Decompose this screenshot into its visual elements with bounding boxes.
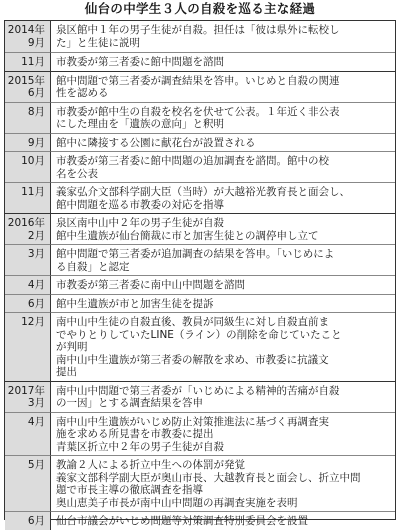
description-line: にした理由を「遺族の意向」と釈明 bbox=[56, 118, 224, 130]
row-date: 6月 bbox=[5, 294, 51, 313]
row-description bbox=[51, 52, 395, 71]
row-description bbox=[51, 71, 395, 102]
row-date: 2016年 2月 bbox=[5, 213, 51, 244]
description-line: 仙台市議会がいじめ問題等対策調査特別委員会を設置 bbox=[56, 515, 308, 527]
description-line: 施を求める所見書を市教委に提出 bbox=[56, 428, 214, 440]
description-line: 提出 bbox=[56, 366, 77, 378]
row-description bbox=[51, 213, 395, 244]
description-line: の一因」とする調査結果を答申 bbox=[56, 397, 203, 409]
row-date: 11月 bbox=[5, 52, 51, 71]
row-date: 2014年 9月 bbox=[5, 21, 51, 52]
row-date: 2015年 6月 bbox=[5, 71, 51, 102]
description-line: 奥山恵美子市長が南中山中問題の再調査実施を表明 bbox=[56, 496, 298, 509]
row-description bbox=[51, 381, 395, 412]
description-line: 義家文部科学副大臣が奥山市長、大越教育長と面会し、折立中問 bbox=[56, 471, 361, 484]
row-description bbox=[51, 182, 395, 213]
description-line: 館中生遺族が仙台簡裁に市と加害生徒との調停申し立て bbox=[56, 229, 319, 242]
description-line: 青葉区折立中２年の男子生徒が自殺 bbox=[56, 440, 224, 453]
row-description bbox=[51, 275, 395, 294]
row-description bbox=[51, 133, 395, 152]
row-description bbox=[51, 21, 395, 52]
description-line: 館中に隣接する公園に献花台が設置される bbox=[56, 136, 256, 149]
description-line: 義家弘介文部科学副大臣（当時）が大越裕光教育長と面会し、 bbox=[56, 186, 350, 198]
row-date: 11月 bbox=[5, 182, 51, 213]
description-line: 泉区南中山中２年の男子生徒が自殺 bbox=[56, 217, 224, 229]
description-line: 市教委が館中生の自殺を校名を伏せて公表。１年近く非公表 bbox=[56, 105, 340, 118]
page-title: 仙台の中学生３人の自殺を巡る主な経過 bbox=[84, 1, 316, 16]
row-date: 2017年 3月 bbox=[5, 381, 51, 412]
description-line: 館中問題を巡る市教委の対応を指導 bbox=[56, 198, 224, 211]
timeline-grid bbox=[5, 21, 395, 527]
row-date: 4月 bbox=[5, 412, 51, 456]
description-line: 館中生遺族が市と加害生徒を提訴 bbox=[56, 297, 214, 310]
description-line: が判明 bbox=[56, 341, 88, 353]
description-line: 市教委が第三者委に館中問題を諮問 bbox=[56, 56, 224, 68]
description-line: 市教委が第三者委に館中問題の追加調査を諮問。館中の校 bbox=[56, 155, 329, 167]
row-description bbox=[51, 102, 395, 133]
description-line: 南中山中生遺族が第三者委の解散を求め、市教委に抗議文 bbox=[56, 353, 329, 366]
row-description bbox=[51, 455, 395, 511]
row-description bbox=[51, 312, 395, 381]
row-description bbox=[51, 294, 395, 313]
row-description bbox=[51, 511, 395, 530]
timeline-table bbox=[4, 20, 396, 527]
row-description bbox=[51, 244, 395, 275]
description-line: 題で市長主導の徹底調査を指導 bbox=[56, 484, 203, 496]
row-description bbox=[51, 412, 395, 456]
description-line: 泉区館中１年の男子生徒が自殺。担任は「彼は県外に転校し bbox=[56, 24, 340, 36]
description-line: 南中山中生徒の自殺直後、教員が同級生に対し自殺直前ま bbox=[56, 316, 329, 328]
description-line: た」と生徒に説明 bbox=[56, 36, 140, 49]
row-date: 12月 bbox=[5, 312, 51, 381]
description-line: 名を公表 bbox=[56, 167, 98, 180]
row-date: 8月 bbox=[5, 102, 51, 133]
row-date: 6月 bbox=[5, 511, 51, 530]
description-line: 館中問題で第三者委が追加調査の結果を答申。「いじめによ bbox=[56, 248, 335, 260]
row-date: 4月 bbox=[5, 275, 51, 294]
row-date: 5月 bbox=[5, 455, 51, 511]
row-date: 3月 bbox=[5, 244, 51, 275]
description-line: 教諭２人による折立中生への体罰が発覚 bbox=[56, 459, 245, 471]
description-line: 南中山中生遺族がいじめ防止対策推進法に基づく再調査実 bbox=[56, 415, 329, 428]
row-date: 10月 bbox=[5, 151, 51, 182]
description-line: 館中問題で第三者委が調査結果を答申。いじめと自殺の関連 bbox=[56, 74, 340, 87]
row-date: 9月 bbox=[5, 133, 51, 152]
description-line: 性を認める bbox=[56, 87, 109, 99]
row-description bbox=[51, 151, 395, 182]
description-line: 南中山中問題で第三者委が「いじめによる精神的苦痛が自殺 bbox=[56, 384, 340, 397]
description-line: る自殺」と認定 bbox=[56, 260, 130, 273]
description-line: 市教委が第三者委に南中山中問題を諮問 bbox=[56, 279, 245, 291]
description-line: でやりとりしていたLINE（ライン）の削除を命じていたこと bbox=[56, 328, 342, 341]
